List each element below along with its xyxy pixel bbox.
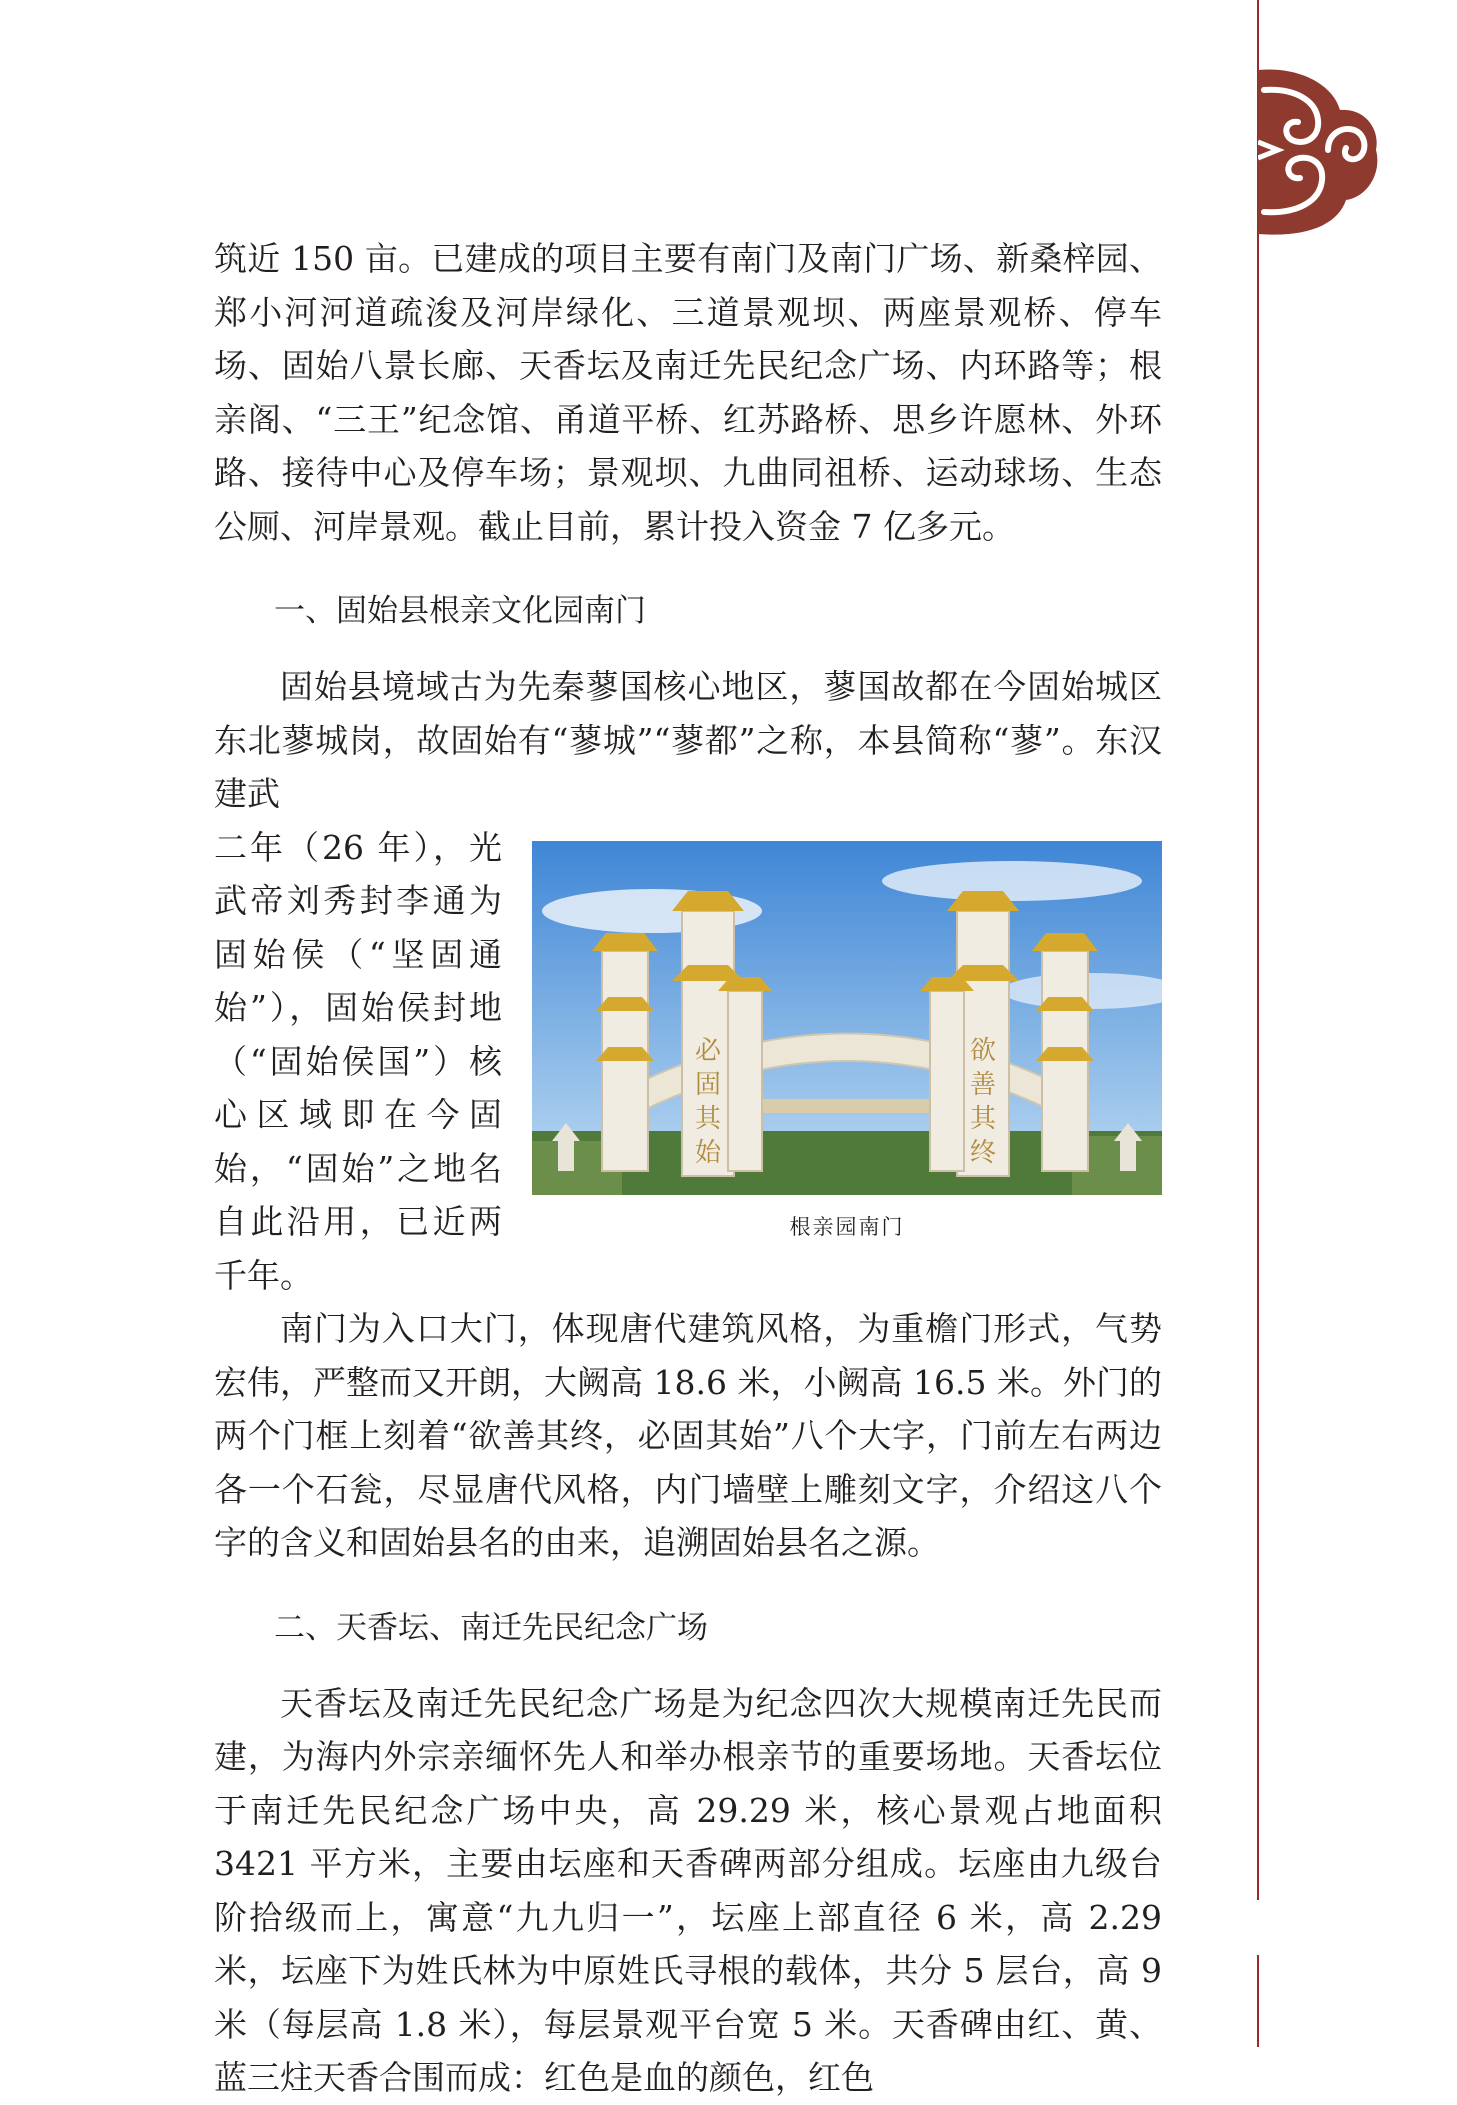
pillar-right-char-1: 欲 [969,1035,997,1066]
pillar-right-char-3: 其 [969,1103,997,1134]
south-gate-photo [532,841,1162,1195]
pillar-right-char-4: 终 [969,1137,997,1168]
section-heading-south-gate: 一、固始县根亲文化园南门 [274,593,646,629]
section-heading-tianxiang-altar: 二、天香坛、南迁先民纪念广场 [274,1609,708,1646]
article-body [214,232,1162,2105]
pillar-left-char-4: 始 [694,1137,722,1168]
margin-rule-bottom [1257,1955,1259,2047]
history-paragraph-a: 固始县境域古为先秦蓼国核心地区，蓼国故都在今固始城区东北蓼城岗，故固始有“蓼城”“蓼都”之称，本县简称“蓼”。东汉建武 [214,667,1162,813]
tianxiang-paragraph: 天香坛及南迁先民纪念广场是为纪念四次大规模南迁先民而建，为海内外宗亲缅怀先人和举办根亲节的重要场地。天香坛位于南迁先民纪念广场中央，高 29.29 米，核心景观占地面积 3421 平方米，主要由坛座和天香碑两部分组成。坛座由九级台阶拾级而上，寓意“九九归一”，坛座上部直径 6 米，高 2.29 米，坛座下为姓氏林为中原姓氏寻根的载体，共分 5 层台，高 9 米（每层高 1.8 米），每层景观平台宽 5 米。天香碑由红、黄、蓝三炷天香合围而成：红色是血的颜色，红色 [214,1683,1162,2097]
south-gate-figure [532,841,1162,1241]
auspicious-cloud-icon [1258,62,1383,240]
intro-paragraph: 筑近 150 亩。已建成的项目主要有南门及南门广场、新桑梓园、郑小河河道疏浚及河岸绿化、三道景观坝、两座景观桥、停车场、固始八景长廊、天香坛及南迁先民纪念广场、内环路等；根亲阁、“三王”纪念馆、甬道平桥、红苏路桥、思乡许愿林、外环路、接待中心及停车场；景观坝、九曲同祖桥、运动球场、生态公厕、河岸景观。截止目前，累计投入资金 7 亿多元。 [214,239,1162,546]
pillar-left-char-3: 其 [694,1103,722,1134]
margin-rule [1257,0,1259,1900]
pillar-left-char-2: 固 [694,1069,722,1100]
pillar-right-char-2: 善 [969,1069,997,1100]
pillar-left-char-1: 必 [694,1035,722,1066]
figure-caption: 根亲园南门 [789,1214,905,1239]
history-paragraph-b: 二年（26 年），光武帝刘秀封李通为固始侯（“坚固通始”），固始侯封地（“固始侯国”）核心区域即在今固始，“固始”之地名自此沿用，已近两千年。 [214,827,502,1295]
south-gate-paragraph: 南门为入口大门，体现唐代建筑风格，为重檐门形式，气势宏伟，严整而又开朗，大阙高 18.6 米，小阙高 16.5 米。外门的两个门框上刻着“欲善其终，必固其始”八个大字，门前左右两边各一个石瓮，尽显唐代风格，内门墙壁上雕刻文字，介绍这八个字的含义和固始县名的由来，追溯固始县名之源。 [214,1309,1162,1562]
